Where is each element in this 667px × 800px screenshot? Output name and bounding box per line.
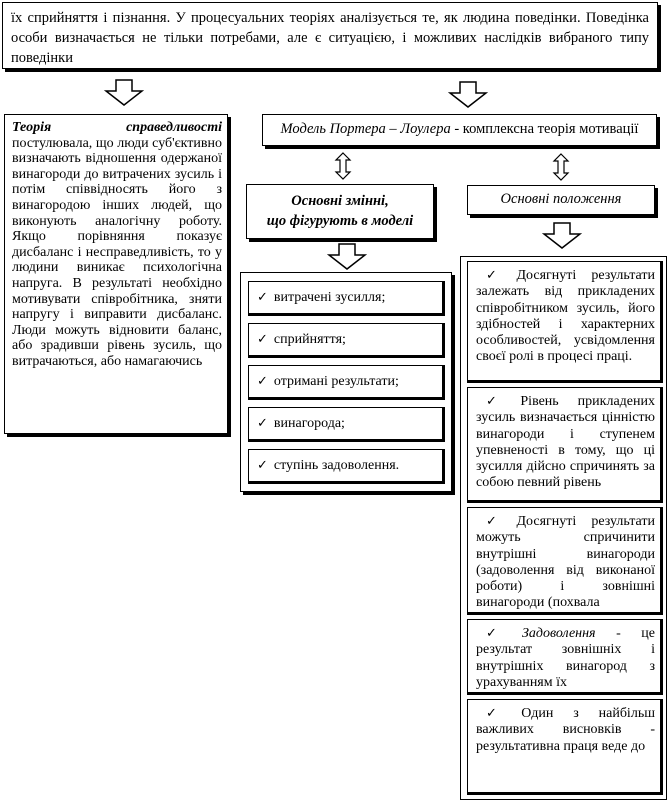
position-text: Досягнуті результати залежать від прикладених співробітником зусиль, його здібностей і характерних особливостей, усвідомлення своєї ролі в процесі праці. (476, 268, 655, 365)
double-arrow-icon (334, 152, 352, 180)
justice-theory-title: Теорія справедливості (12, 120, 222, 135)
check-icon: ✓ (486, 514, 509, 529)
model-title: Модель Портера – Лоулера (280, 121, 451, 137)
position-item (467, 507, 663, 615)
variable-label: витрачені зусилля; (273, 290, 386, 305)
check-icon: ✓ (257, 290, 268, 305)
double-arrow-icon (552, 153, 570, 181)
check-icon: ✓ (257, 416, 268, 431)
arrow-down-icon (327, 243, 367, 271)
variable-item (248, 281, 445, 316)
satisfaction-term: Задоволення (521, 626, 596, 641)
variable-label: отримані результати; (273, 374, 399, 389)
variable-label: сприйняття; (273, 332, 346, 347)
check-icon: ✓ (257, 374, 268, 389)
check-icon: ✓ (486, 394, 513, 409)
main-positions-heading (467, 185, 655, 215)
position-item (467, 261, 663, 383)
position-text: Рівень прикладених зусиль визначається цінністю винагороди і ступенем упевненості в тому, що ці зусилля дійсно спричинять за собою певний рівень (476, 394, 655, 491)
variable-item (248, 449, 445, 484)
main-variables-title-line2: що фігурують в моделі (266, 213, 414, 229)
main-variables-heading (246, 184, 434, 239)
variable-item (248, 407, 445, 442)
variable-item (248, 323, 445, 358)
positions-list (460, 256, 667, 800)
arrow-down-icon (104, 79, 144, 107)
justice-theory-box (4, 114, 228, 434)
check-icon: ✓ (257, 332, 268, 347)
arrow-down-icon (448, 81, 488, 109)
variable-label: ступінь задоволення. (273, 458, 400, 473)
top-text-box (2, 2, 658, 69)
variables-list (240, 272, 452, 492)
position-item (467, 619, 663, 695)
main-positions-title: Основні положення (500, 191, 622, 207)
check-icon: ✓ (486, 268, 509, 283)
position-text: Досягнуті результати можуть спричинити внутрішні винагороди (задоволення від виконаної роботи) і зовнішні винагороди (похвала (476, 514, 655, 611)
position-item (467, 387, 663, 503)
model-subtitle: - комплексна теорія мотивації (450, 121, 639, 137)
top-text: їх сприйняття і пізнання. У процесуальних теоріях аналізується те, як людина поведінки. Поведінка особи визначається не тільки потребами, але є ситуацією, і можливих наслідків вибраного типу поведінки (11, 10, 649, 66)
justice-theory-text: постулювала, що люди суб'єктивно визначають відношення одержаної винагороди до витрачених зусиль і потім співвідносять його з винагородою інших людей, що виконують аналогічну роботу. Якщо порівняння показує дисбаланс і несправедливість, то у людини виникає психологічна напруга. В результаті необхідно мотивувати співробітника, зняти напругу і виправити дисбаланс. Люди можуть відновити баланс, або зрадивши рівень зусиль, що витрачаються, або намагаючись (12, 135, 222, 369)
position-item (467, 699, 663, 795)
position-text: - це результат зовнішніх і внутрішніх винагород з урахуванням їх (476, 626, 655, 690)
main-variables-title-line1: Основні змінні, (291, 193, 389, 209)
porter-lawler-model-box (262, 114, 657, 146)
check-icon: ✓ (257, 458, 268, 473)
position-text: Один з найбільш важливих висновків - результативна праця веде до (476, 706, 655, 754)
check-icon: ✓ (486, 626, 514, 641)
check-icon: ✓ (486, 706, 514, 721)
arrow-down-icon (542, 222, 582, 250)
variable-item (248, 365, 445, 400)
variable-label: винагорода; (273, 416, 345, 431)
